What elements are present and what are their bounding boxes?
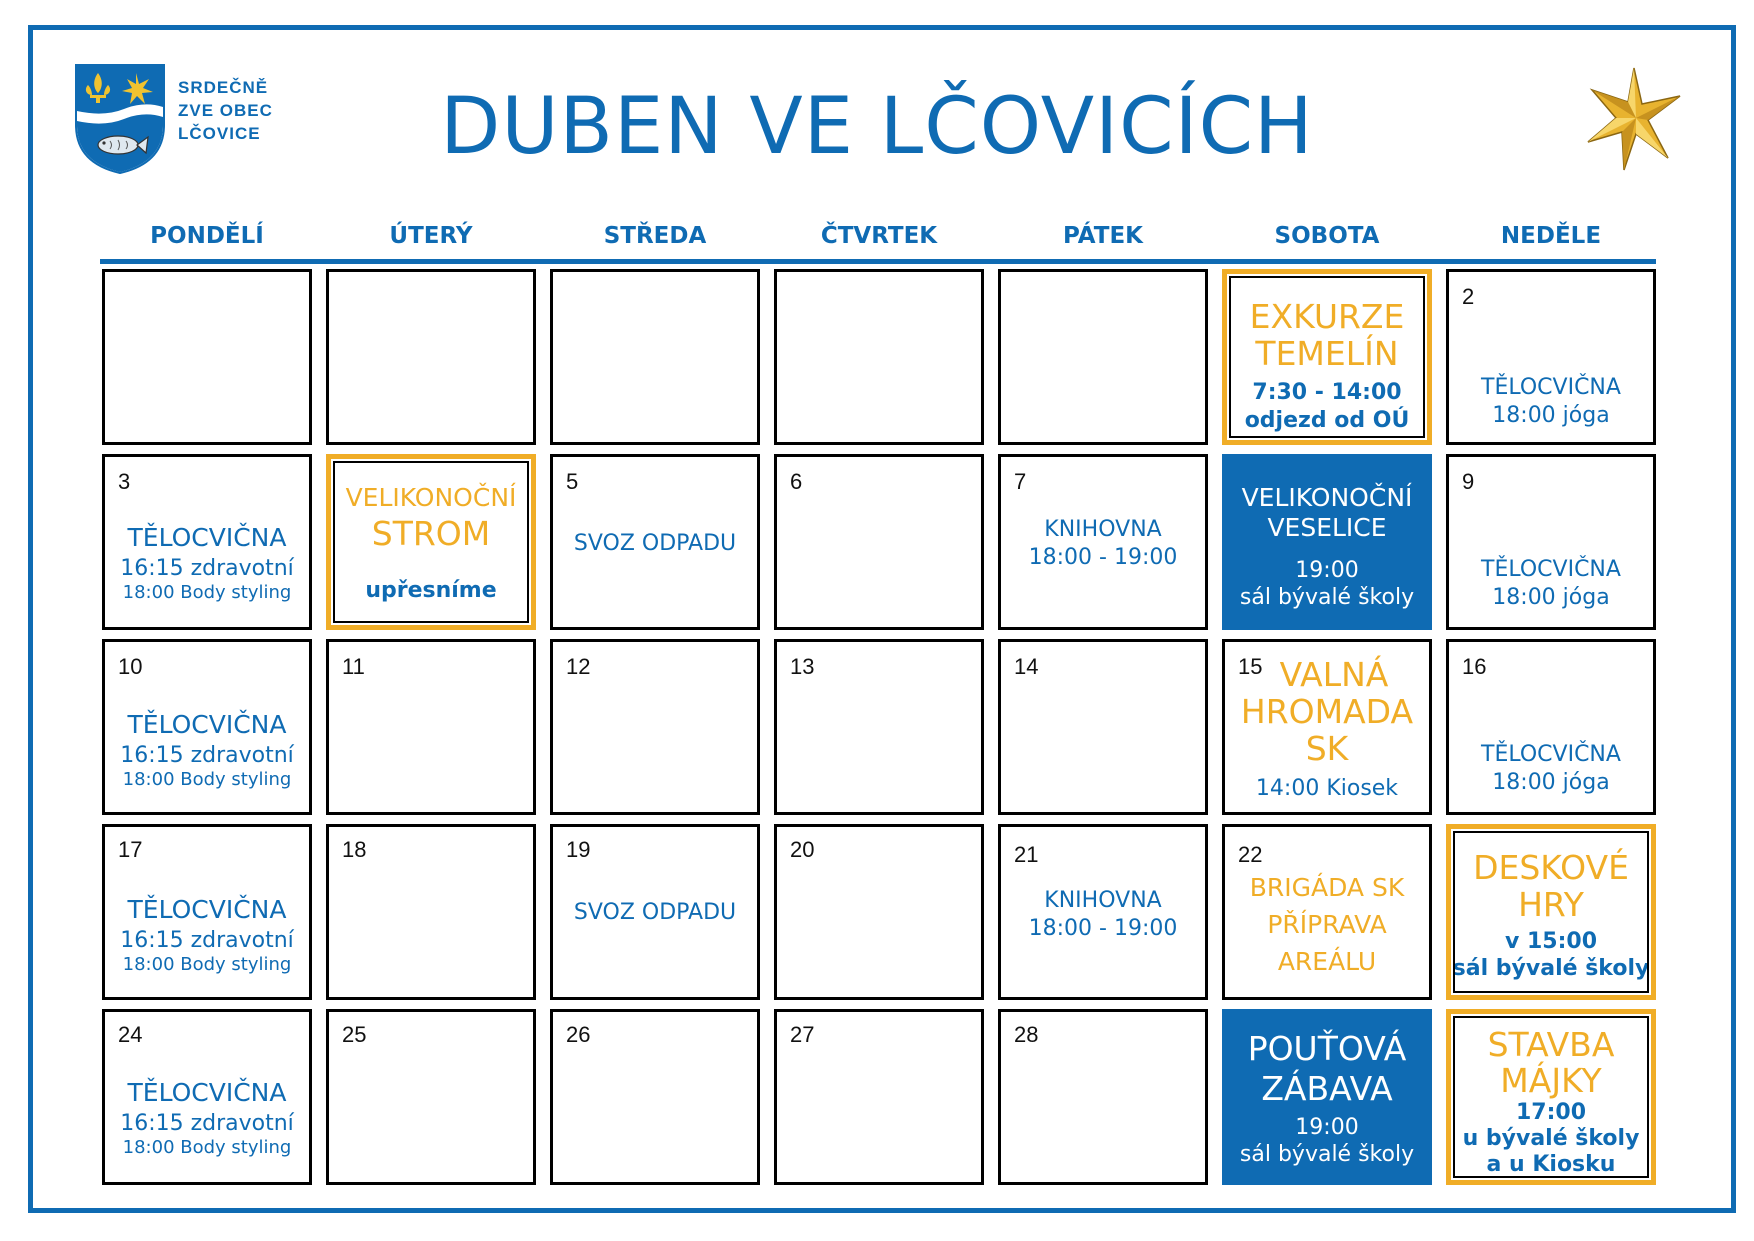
calendar-cell-day-21 [998, 824, 1208, 1000]
event-time: v 15:00 [1504, 929, 1598, 954]
weekday-tuesday: ÚTERÝ [389, 223, 473, 249]
logo-text-line-3: LČOVICE [178, 124, 261, 143]
day-number: 27 [790, 1022, 815, 1047]
day-number: 3 [118, 469, 131, 494]
calendar-cell-day-15 [1222, 639, 1432, 815]
event-title: STROM [371, 514, 491, 553]
logo-text-line-1: SRDEČNĚ [178, 78, 269, 97]
event-place: TĚLOCVIČNA [127, 895, 287, 924]
day-number: 18 [342, 837, 367, 862]
event-title: MÁJKY [1500, 1061, 1602, 1100]
calendar-cell-day-19 [550, 824, 760, 1000]
event-time: 19:00 [1295, 558, 1359, 583]
event-title: VELIKONOČNÍ [1241, 483, 1413, 512]
day-number: 26 [566, 1022, 591, 1047]
calendar-cell-day-18 [326, 824, 536, 1000]
calendar-cell-day-3 [102, 454, 312, 630]
calendar-cell-empty [550, 269, 760, 445]
calendar-cell-day-12 [550, 639, 760, 815]
day-number: 15 [1238, 654, 1263, 679]
event-time: 17:00 [1515, 1100, 1587, 1125]
day-number: 11 [342, 654, 365, 679]
calendar-cell-day-10 [102, 639, 312, 815]
event-place: TĚLOCVIČNA [127, 1078, 287, 1107]
event-title: DESKOVÉ [1473, 848, 1629, 887]
day-number: 13 [790, 654, 815, 679]
calendar-cell-day-14 [998, 639, 1208, 815]
event-title: EXKURZE [1249, 297, 1405, 336]
event-label: SVOZ ODPADU [573, 531, 737, 556]
event-title: VESELICE [1267, 513, 1387, 542]
event-line: PŘÍPRAVA [1267, 910, 1387, 939]
day-number: 22 [1238, 842, 1263, 867]
event-title: HRY [1518, 885, 1584, 924]
calendar-cell-day-9 [1446, 454, 1656, 630]
day-number: 12 [566, 654, 591, 679]
calendar-cell-day-2 [1446, 269, 1656, 445]
event-place: KNIHOVNA [1044, 517, 1162, 542]
calendar-cell-day-13 [774, 639, 984, 815]
event-line: 16:15 zdravotní [120, 928, 294, 953]
event-title: POUŤOVÁ [1247, 1029, 1407, 1068]
day-number: 7 [1014, 469, 1027, 494]
calendar-cell-day-1 [1222, 269, 1432, 445]
day-number: 19 [566, 837, 591, 862]
calendar-cell-day-17 [102, 824, 312, 1000]
event-place: TĚLOCVIČNA [127, 523, 287, 552]
calendar-cell-empty [102, 269, 312, 445]
page-title: DUBEN VE LČOVICÍCH [440, 82, 1314, 172]
event-title: SK [1305, 729, 1349, 768]
event-line: 18:00 Body styling [122, 582, 292, 603]
weekday-thursday: ČTVRTEK [820, 223, 938, 249]
calendar-cell-day-24 [102, 1009, 312, 1185]
day-number: 16 [1462, 654, 1487, 679]
weekday-sunday: NEDĚLE [1500, 223, 1602, 249]
calendar-cell-day-11 [326, 639, 536, 815]
event-line: 18:00 Body styling [122, 954, 292, 975]
star-icon [1584, 66, 1684, 171]
day-number: 21 [1014, 842, 1039, 867]
calendar-cell-empty [998, 269, 1208, 445]
event-note: upřesníme [365, 578, 497, 603]
event-place: TĚLOCVIČNA [1481, 742, 1621, 767]
event-place: TĚLOCVIČNA [1481, 557, 1621, 582]
event-time: 18:00 - 19:00 [1028, 916, 1178, 941]
event-label: SVOZ ODPADU [573, 900, 737, 925]
calendar-cell-day-28 [998, 1009, 1208, 1185]
calendar-cell-day-23 [1446, 824, 1656, 1000]
event-place: u bývalé školy [1462, 1126, 1640, 1151]
day-number: 28 [1014, 1022, 1039, 1047]
calendar-cell-empty [326, 269, 536, 445]
event-place: sál bývalé školy [1452, 956, 1650, 981]
weekday-monday: PONDĚLÍ [150, 223, 264, 249]
event-title: STAVBA [1487, 1025, 1615, 1064]
day-number: 25 [342, 1022, 367, 1047]
event-line: 18:00 Body styling [122, 769, 292, 790]
event-time: 7:30 - 14:00 [1252, 380, 1402, 405]
calendar-cell-day-29 [1222, 1009, 1432, 1185]
header-rule [100, 259, 1656, 264]
event-title: ZÁBAVA [1261, 1069, 1393, 1108]
day-number: 6 [790, 469, 803, 494]
event-note: 14:00 Kiosek [1255, 776, 1399, 801]
calendar-cell-day-20 [774, 824, 984, 1000]
day-number: 20 [790, 837, 815, 862]
calendar-cell-day-25 [326, 1009, 536, 1185]
event-line: AREÁLU [1277, 947, 1377, 976]
event-place: sál bývalé školy [1239, 1142, 1415, 1167]
weekday-header-row [100, 223, 1656, 257]
weekday-wednesday: STŘEDA [603, 223, 707, 249]
day-number: 9 [1462, 469, 1475, 494]
event-time: 18:00 jóga [1492, 403, 1610, 428]
calendar-cell-day-30 [1446, 1009, 1656, 1185]
day-number: 2 [1462, 284, 1475, 309]
calendar-cell-empty [774, 269, 984, 445]
event-time: 19:00 [1295, 1115, 1359, 1140]
event-line: 18:00 Body styling [122, 1137, 292, 1158]
calendar-cell-day-7 [998, 454, 1208, 630]
calendar-cell-day-8 [1222, 454, 1432, 630]
calendar-cell-day-5 [550, 454, 760, 630]
day-number: 24 [118, 1022, 143, 1047]
event-title: TEMELÍN [1255, 334, 1399, 373]
event-title: VALNÁ [1279, 655, 1389, 694]
calendar-cell-day-4 [326, 454, 536, 630]
day-number: 14 [1014, 654, 1039, 679]
event-time: 18:00 - 19:00 [1028, 545, 1178, 570]
day-number: 5 [566, 469, 579, 494]
event-place: sál bývalé školy [1239, 585, 1415, 610]
calendar-cell-day-22 [1222, 824, 1432, 1000]
logo-text-line-2: ZVE OBEC [178, 101, 273, 120]
event-place: KNIHOVNA [1044, 888, 1162, 913]
event-title: HROMADA [1240, 692, 1414, 731]
event-note: odjezd od OÚ [1244, 408, 1410, 433]
day-number: 17 [118, 837, 143, 862]
weekday-saturday: SOBOTA [1274, 223, 1380, 249]
event-place: TĚLOCVIČNA [1481, 375, 1621, 400]
event-place: TĚLOCVIČNA [127, 710, 287, 739]
event-line: 16:15 zdravotní [120, 743, 294, 768]
calendar-cell-day-16 [1446, 639, 1656, 815]
calendar-cell-day-26 [550, 1009, 760, 1185]
calendar-cell-day-27 [774, 1009, 984, 1185]
day-number: 10 [118, 654, 143, 679]
weekday-friday: PÁTEK [1063, 223, 1143, 249]
event-place: a u Kiosku [1486, 1152, 1616, 1177]
event-time: 18:00 jóga [1492, 770, 1610, 795]
event-title: VELIKONOČNÍ [345, 483, 517, 512]
calendar-cell-day-6 [774, 454, 984, 630]
event-line: 16:15 zdravotní [120, 1111, 294, 1136]
event-time: 18:00 jóga [1492, 585, 1610, 610]
event-line: BRIGÁDA SK [1249, 873, 1405, 902]
event-line: 16:15 zdravotní [120, 556, 294, 581]
